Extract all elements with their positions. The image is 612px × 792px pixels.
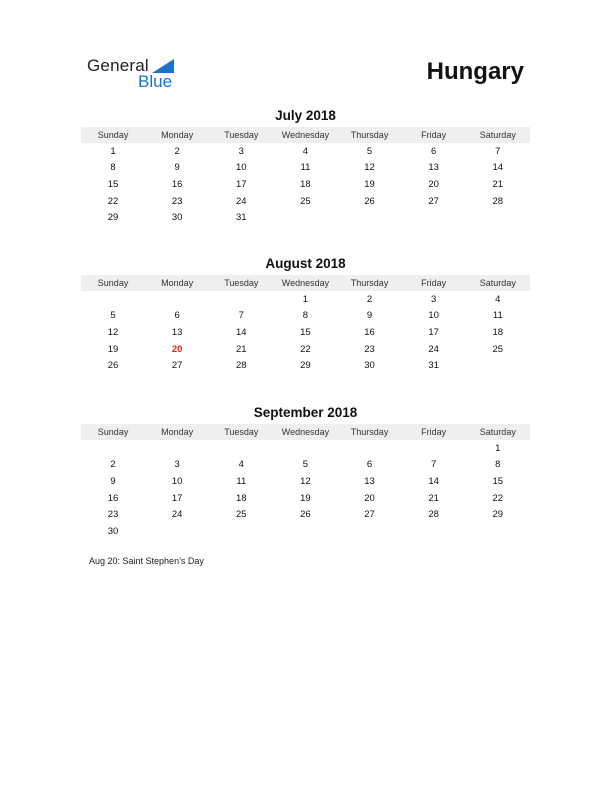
week-row: [81, 523, 530, 540]
day-cell: 9: [366, 310, 373, 322]
country-title: Hungary: [426, 58, 524, 85]
weekday-label: Monday: [161, 427, 194, 437]
day-cell: 15: [492, 475, 504, 487]
day-cell: 13: [364, 475, 375, 487]
day-cell: 25: [236, 509, 247, 521]
day-cell: 27: [428, 195, 439, 207]
day-cell: 21: [492, 178, 504, 190]
day-cell: 16: [364, 326, 375, 338]
weekday-label: Thursday: [350, 278, 389, 288]
month-title: August 2018: [265, 256, 346, 271]
day-cell: 12: [364, 162, 375, 174]
day-cell: 26: [107, 360, 119, 372]
day-cell: 28: [492, 195, 504, 207]
day-cell: 10: [171, 475, 183, 487]
week-row: [81, 506, 530, 523]
day-cell: 22: [300, 343, 311, 355]
day-cell: 24: [236, 195, 247, 207]
week-row: [81, 341, 530, 358]
day-cell: 27: [364, 509, 375, 521]
logo: [87, 56, 187, 92]
month-calendar: [81, 256, 530, 374]
day-cell: 9: [110, 475, 116, 487]
week-row: [81, 490, 530, 507]
day-cell: 4: [495, 293, 501, 305]
month-grid: [81, 127, 530, 226]
week-row: [81, 457, 530, 474]
weekday-label: Saturday: [479, 130, 516, 140]
day-cell: 30: [171, 212, 183, 224]
weekday-label: Wednesday: [281, 427, 330, 437]
day-cell: 12: [107, 326, 119, 338]
weekday-label: Saturday: [479, 427, 516, 437]
day-cell: 11: [300, 162, 311, 174]
month-calendar: [81, 108, 530, 226]
logo-text-blue: Blue: [138, 72, 173, 91]
day-cell: 2: [366, 293, 373, 305]
day-cell: 3: [238, 145, 244, 157]
day-cell: 30: [364, 360, 375, 372]
weekday-label: Wednesday: [281, 130, 330, 140]
day-cell: 28: [236, 360, 247, 372]
day-cell: 26: [300, 509, 311, 521]
week-row: [81, 473, 530, 490]
week-row: [81, 440, 530, 457]
day-cell: 16: [107, 492, 119, 504]
day-cell: 24: [428, 343, 439, 355]
logo-text-general: General: [87, 56, 149, 75]
day-cell: 18: [300, 178, 311, 190]
day-cell: 25: [300, 195, 311, 207]
day-cell: 17: [171, 492, 183, 504]
day-cell: 17: [236, 178, 247, 190]
weekday-label: Tuesday: [224, 130, 259, 140]
day-cell: 30: [107, 525, 119, 537]
day-cell: 25: [492, 343, 504, 355]
day-cell: 10: [236, 162, 247, 174]
day-cell: 15: [300, 326, 311, 338]
weekday-header-row: [81, 424, 530, 440]
day-cell: 10: [428, 310, 439, 322]
day-cell: 29: [300, 360, 311, 372]
day-cell: 1: [110, 145, 116, 157]
day-cell: 4: [238, 459, 244, 471]
day-cell: 20: [428, 178, 439, 190]
day-cell: 15: [107, 178, 119, 190]
day-cell: 29: [107, 212, 119, 224]
day-cell: 6: [174, 310, 180, 322]
day-cell: 31: [236, 212, 247, 224]
day-cell: 22: [107, 195, 119, 207]
day-cell: 14: [428, 475, 439, 487]
weekday-label: Monday: [161, 278, 194, 288]
weekday-header-row: [81, 127, 530, 143]
day-cell: 12: [300, 475, 311, 487]
day-cell: 9: [174, 162, 180, 174]
week-row: [81, 160, 530, 177]
day-cell: 14: [492, 162, 504, 174]
weekday-label: Wednesday: [281, 278, 330, 288]
day-cell: 23: [364, 343, 375, 355]
day-cell: 17: [428, 326, 439, 338]
day-cell: 7: [238, 310, 244, 322]
day-cell: 2: [110, 459, 116, 471]
weekday-label: Thursday: [350, 427, 389, 437]
day-cell: 23: [171, 195, 183, 207]
week-row: [81, 291, 530, 308]
weekday-label: Saturday: [479, 278, 516, 288]
day-cell: 11: [236, 475, 247, 487]
month-title: September 2018: [253, 405, 358, 420]
day-cell: 31: [428, 360, 439, 372]
holiday-note: Aug 20: Saint Stephen’s Day: [89, 556, 204, 566]
week-row: [81, 193, 530, 210]
weekday-label: Tuesday: [224, 278, 259, 288]
month-grid: [81, 275, 530, 374]
week-row: [81, 143, 530, 160]
day-cell: 6: [366, 459, 373, 471]
day-cell: 5: [302, 459, 309, 471]
weekday-header-row: [81, 275, 530, 291]
day-cell: 1: [495, 442, 501, 454]
day-cell: 11: [492, 310, 503, 322]
day-cell: 20: [364, 492, 375, 504]
day-cell: 24: [171, 509, 183, 521]
day-cell: 16: [171, 178, 183, 190]
day-cell: 22: [492, 492, 504, 504]
day-cell: 5: [110, 310, 116, 322]
day-cell: 19: [300, 492, 311, 504]
day-cell: 21: [428, 492, 439, 504]
weekday-label: Sunday: [97, 427, 129, 437]
weekday-label: Friday: [421, 278, 447, 288]
day-cell: 7: [495, 145, 501, 157]
day-cell: 6: [431, 145, 437, 157]
day-cell: 13: [171, 326, 183, 338]
weekday-label: Sunday: [97, 278, 129, 288]
day-cell: 18: [492, 326, 504, 338]
weekday-label: Sunday: [97, 130, 129, 140]
day-cell: 26: [364, 195, 375, 207]
day-cell: 3: [431, 293, 437, 305]
day-cell: 2: [174, 145, 180, 157]
weekday-label: Friday: [421, 427, 447, 437]
week-row: [81, 176, 530, 193]
month-title: July 2018: [275, 108, 336, 123]
day-cell: 3: [174, 459, 180, 471]
day-cell: 8: [302, 310, 309, 322]
day-cell: 19: [107, 343, 119, 355]
day-cell: 18: [236, 492, 247, 504]
week-row: [81, 209, 530, 226]
holiday-day-cell: 20: [171, 343, 183, 355]
day-cell: 21: [236, 343, 247, 355]
week-row: [81, 308, 530, 325]
logo-triangle-icon: [152, 59, 174, 73]
day-cell: 14: [236, 326, 247, 338]
day-cell: 29: [492, 509, 504, 521]
month-calendar: [81, 405, 530, 540]
weekday-label: Tuesday: [224, 427, 259, 437]
weekday-label: Friday: [421, 130, 447, 140]
day-cell: 8: [110, 162, 116, 174]
day-cell: 1: [302, 293, 309, 305]
weekday-label: Monday: [161, 130, 194, 140]
day-cell: 13: [428, 162, 439, 174]
month-grid: [81, 424, 530, 540]
day-cell: 27: [171, 360, 183, 372]
week-row: [81, 357, 530, 374]
holiday-notes: [89, 556, 204, 566]
day-cell: 4: [302, 145, 309, 157]
week-row: [81, 324, 530, 341]
day-cell: 7: [431, 459, 437, 471]
day-cell: 23: [107, 509, 119, 521]
day-cell: 8: [495, 459, 501, 471]
weekday-label: Thursday: [350, 130, 389, 140]
day-cell: 19: [364, 178, 375, 190]
day-cell: 28: [428, 509, 439, 521]
day-cell: 5: [366, 145, 373, 157]
